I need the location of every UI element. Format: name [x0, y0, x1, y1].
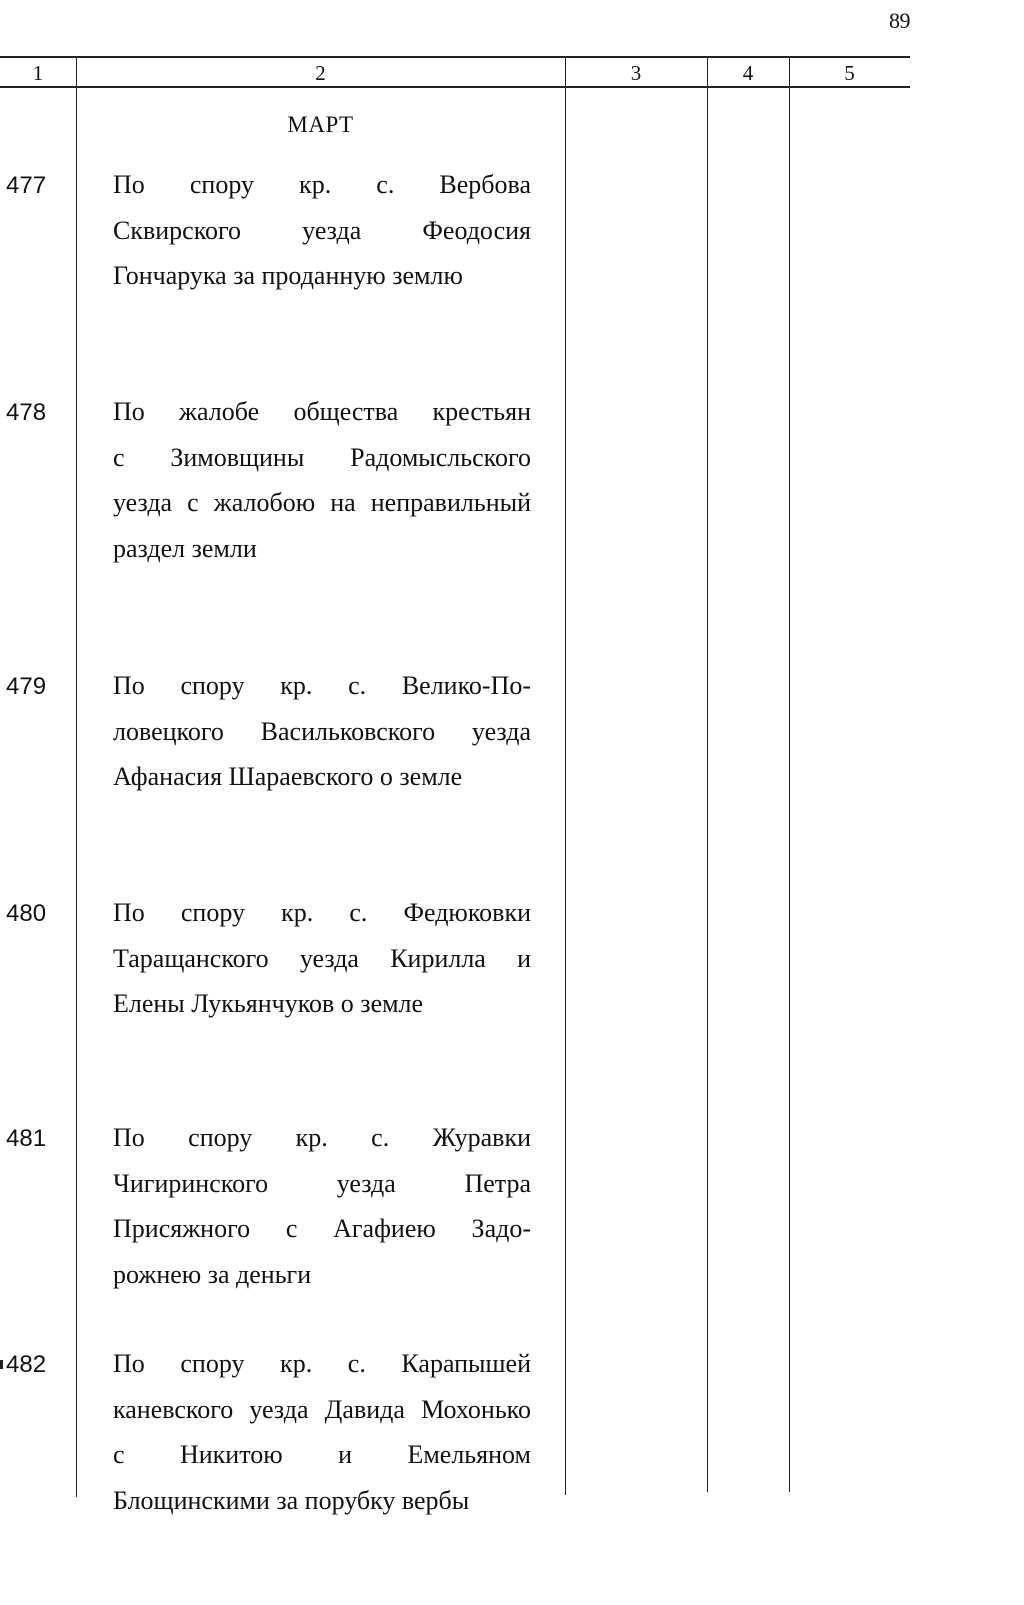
entry-line: ловецкого Васильковского уезда [113, 716, 531, 746]
entry-line: раздел земли [113, 533, 257, 563]
entry-number: 479 [6, 673, 47, 700]
entry-line: По спору кр. с. Вербова [113, 170, 531, 199]
entry-line: с Зимовщины Радомысльского [113, 442, 531, 472]
entry-line: Афанасия Шараевского о земле [113, 762, 463, 791]
margin-mark [0, 1360, 3, 1369]
entry-line: По спору кр. с. Федюковки [113, 898, 531, 927]
column-header-4: 4 [742, 61, 754, 85]
entry-line: Присяжного с Агафиею Задо- [113, 1214, 531, 1243]
entry-line: уезда с жалобою на неправильный [113, 488, 531, 517]
entry-description [113, 389, 531, 571]
column-header-1: 1 [32, 61, 44, 85]
entry-description [113, 162, 531, 299]
entry-line: Гончарука за проданную землю [113, 261, 463, 290]
entry-line: Елены Лукьянчуков о земле [113, 989, 424, 1018]
entry-line: Блощинскими за порубку вербы [113, 1485, 470, 1515]
entry-description [113, 1341, 531, 1523]
entry-line: По спору кр. с. Велико-По- [113, 671, 531, 700]
column-divider-1-2 [76, 57, 77, 1497]
entry-line: каневского уезда Давида Мохонько [113, 1394, 531, 1424]
entry-line: рожнею за деньги [113, 1259, 312, 1289]
column-divider-2-3 [565, 57, 566, 1495]
column-divider-4-5 [789, 57, 790, 1492]
entry-description [113, 1115, 531, 1297]
entry-number: 481 [6, 1125, 47, 1152]
entry-line: Сквирского уезда Феодосия [113, 215, 531, 245]
entry-number: 482 [6, 1351, 47, 1378]
column-header-3: 3 [630, 61, 642, 85]
entry-line: По спору кр. с. Карапышей [113, 1349, 531, 1378]
entry-number: 480 [6, 900, 47, 927]
entry-description [113, 890, 531, 1027]
entry-line: Чигиринского уезда Петра [113, 1168, 531, 1198]
entry-number: 478 [6, 399, 47, 426]
column-divider-3-4 [707, 57, 708, 1492]
entry-description [113, 663, 531, 800]
entry-line: По жалобе общества крестьян [113, 397, 531, 426]
entry-line: с Никитою и Емельяном [113, 1440, 531, 1469]
table-top-rule [0, 56, 910, 58]
month-heading: МАРТ [287, 112, 354, 137]
page-number: 89 [889, 8, 910, 33]
column-header-5: 5 [844, 61, 855, 85]
entry-line: По спору кр. с. Журавки [113, 1123, 531, 1152]
column-header-2: 2 [315, 61, 326, 85]
entry-number: 477 [6, 172, 47, 199]
entry-line: Таращанского уезда Кирилла и [113, 943, 531, 973]
table-header-rule [0, 86, 910, 88]
